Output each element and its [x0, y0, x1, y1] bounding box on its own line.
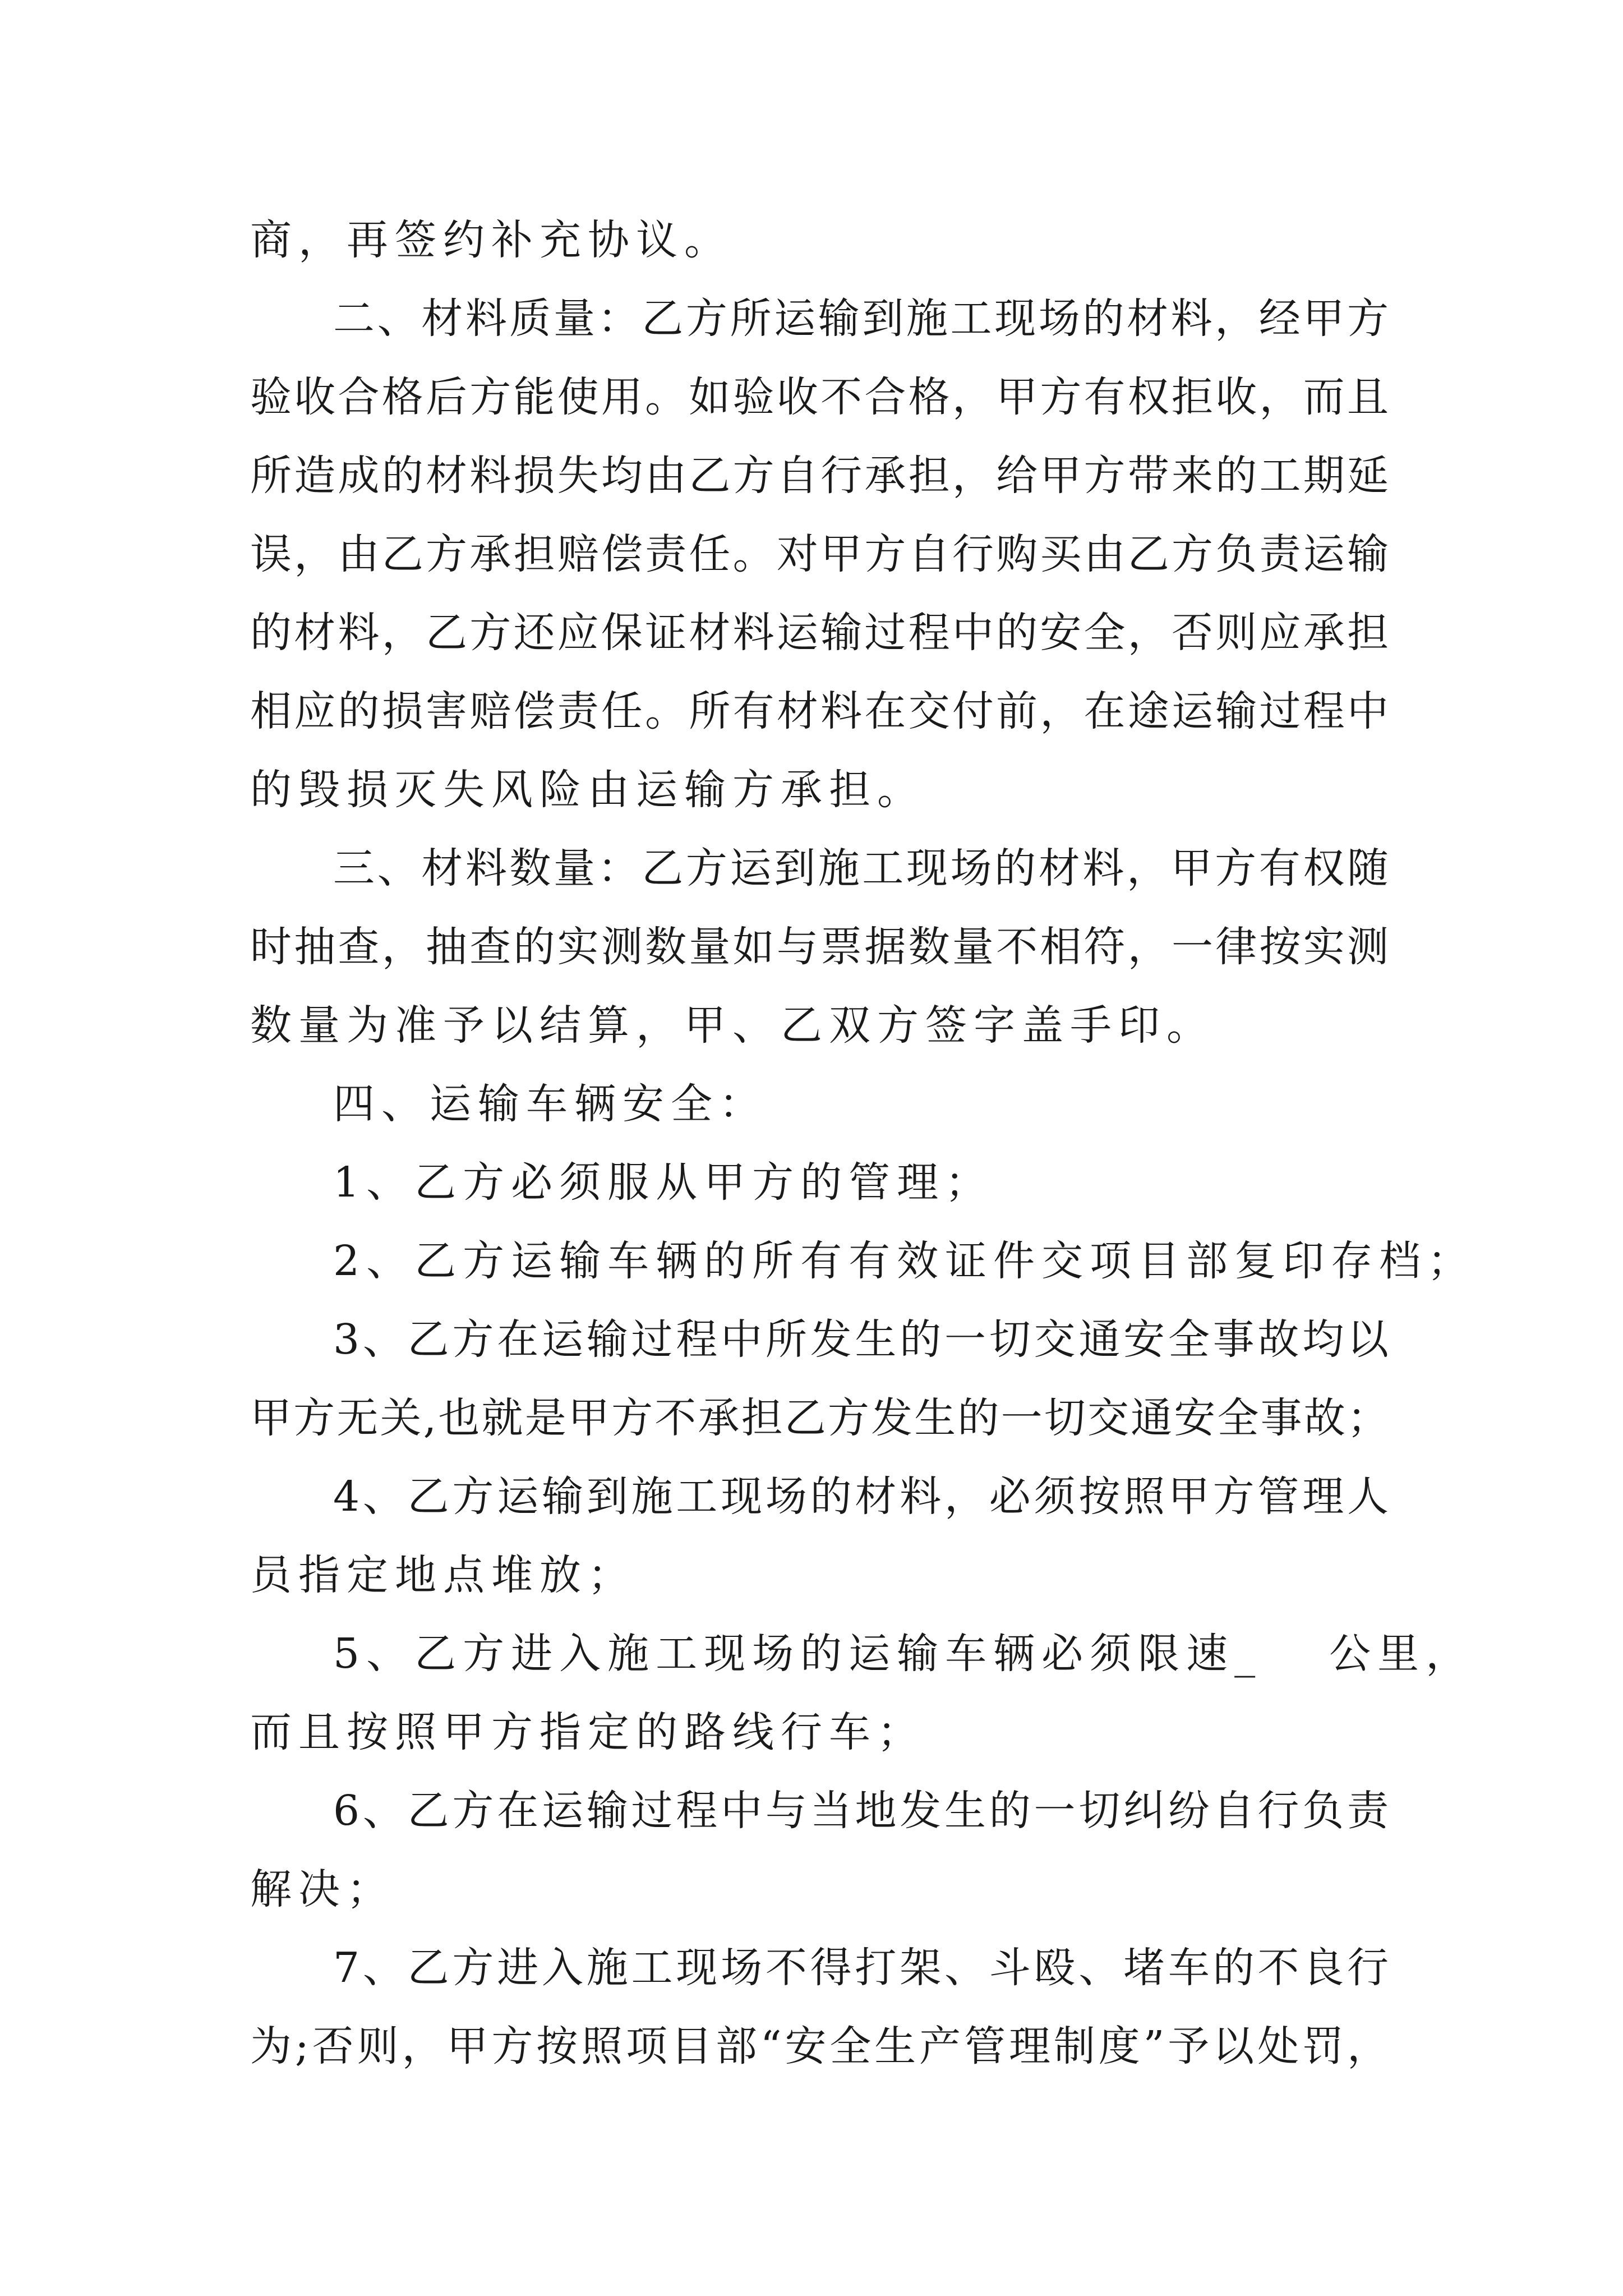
text-line: 员指定地点堆放； — [250, 1551, 636, 1599]
text-line: 时抽查，抽查的实测数量如与票据数量不相符，一律按实测 — [250, 923, 1389, 971]
text-line: 解决； — [250, 1865, 395, 1913]
list-item: 4、乙方运输到施工现场的材料，必须按照甲方管理人 — [333, 1473, 1389, 1521]
section-heading: 四、运输车辆安全： — [333, 1080, 767, 1128]
text-line: 甲方无关,也就是甲方不承担乙方发生的一切交通安全事故； — [250, 1394, 1389, 1442]
list-item: 3、乙方在运输过程中所发生的一切交通安全事故均以 — [333, 1315, 1389, 1364]
text-line: 相应的损害赔偿责任。所有材料在交付前，在途运输过程中 — [250, 687, 1389, 735]
text-line: 数量为准予以结算，甲、乙双方签字盖手印。 — [250, 1001, 1215, 1050]
speed-unit-text: 公里， — [1329, 1630, 1474, 1678]
text-line: 二、材料质量：乙方所运输到施工现场的材料，经甲方 — [333, 295, 1389, 343]
text-line: 而且按照甲方指定的路线行车； — [250, 1708, 925, 1756]
list-item: 2、乙方运输车辆的所有有效证件交项目部复印存档； — [333, 1237, 1476, 1285]
text-line: 误，由乙方承担赔偿责任。对甲方自行购买由乙方负责运输 — [250, 530, 1389, 578]
list-item: 7、乙方进入施工现场不得打架、斗殴、堵车的不良行 — [333, 1944, 1389, 1992]
text-line: 的毁损灭失风险由运输方承担。 — [250, 766, 925, 814]
text-line: 为;否则，甲方按照项目部“安全生产管理制度”予以处罚， — [250, 2022, 1389, 2070]
speed-limit-text: 5、乙方进入施工现场的运输车辆必须限速_ — [333, 1630, 1262, 1678]
list-item: 1、乙方必须服从甲方的管理； — [333, 1158, 994, 1207]
text-line: 所造成的材料损失均由乙方自行承担，给甲方带来的工期延 — [250, 452, 1389, 500]
text-line: 的材料，乙方还应保证材料运输过程中的安全，否则应承担 — [250, 609, 1389, 657]
list-item: 6、乙方在运输过程中与当地发生的一切纠纷自行负责 — [333, 1787, 1389, 1835]
text-line: 验收合格后方能使用。如验收不合格，甲方有权拒收，而且 — [250, 373, 1389, 421]
text-line: 商，再签约补充协议。 — [250, 216, 732, 264]
text-line: 三、材料数量：乙方运到施工现场的材料，甲方有权随 — [333, 844, 1389, 892]
list-item — [333, 1626, 1474, 1682]
